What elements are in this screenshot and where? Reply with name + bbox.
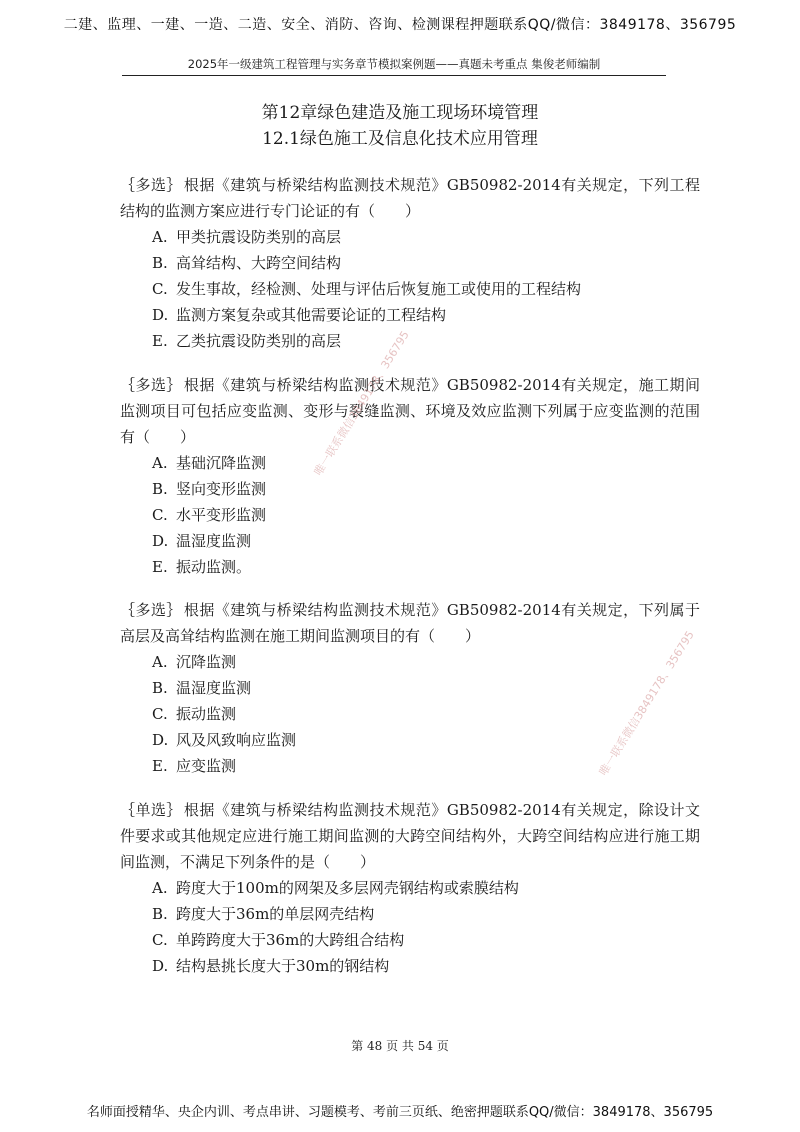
- question-text: 根据《建筑与桥梁结构监测技术规范》GB50982-2014有关规定，下列工程结构的监测方案应进行专门论证的有（ ）: [120, 176, 700, 220]
- question-stem: [120, 597, 700, 649]
- option-e: E. 应变监测: [152, 757, 237, 775]
- question-type: ｛多选｝: [120, 601, 182, 619]
- option-d: D. 结构悬挑长度大于30m的钢结构: [152, 957, 390, 975]
- question-text: 根据《建筑与桥梁结构监测技术规范》GB50982-2014有关规定，除设计文件要求或其他规定应进行施工期间监测的大跨空间结构外，大跨空间结构应进行施工期间监测，不满足下列条件的是（ ）: [120, 801, 700, 871]
- option-e: E. 振动监测。: [152, 558, 252, 576]
- chapter-heading: 第12章绿色建造及施工现场环境管理: [261, 103, 539, 123]
- option-a: A. 跨度大于100m的网架及多层网壳钢结构或索膜结构: [152, 879, 519, 897]
- question-stem: [120, 372, 700, 450]
- top-banner: 二建、监理、一建、一造、二造、安全、消防、咨询、检测课程押题联系QQ/微信：3849178、356795: [63, 17, 737, 33]
- option-d: D. 温湿度监测: [152, 532, 252, 550]
- question-stem: [120, 797, 700, 875]
- option-d: D. 监测方案复杂或其他需要论证的工程结构: [152, 306, 447, 324]
- option-a: A. 沉降监测: [152, 653, 237, 671]
- page-number: 第 48 页 共 54 页: [351, 1039, 449, 1053]
- watermark: 唯一联系微信3849178、356795: [596, 628, 697, 778]
- question-text: 根据《建筑与桥梁结构监测技术规范》GB50982-2014有关规定，施工期间监测项目可包括应变监测、变形与裂缝监测、环境及效应监测下列属于应变监测的范围有（ ）: [120, 376, 700, 446]
- option-b: B. 高耸结构、大跨空间结构: [152, 254, 342, 272]
- header-rule: [122, 75, 666, 76]
- option-a: A. 甲类抗震设防类别的高层: [152, 228, 342, 246]
- option-c: C. 单跨跨度大于36m的大跨组合结构: [152, 931, 405, 949]
- document-header: 2025年一级建筑工程管理与实务章节模拟案例题——真题未考重点 集俊老师编制: [187, 57, 601, 71]
- question-type: ｛多选｝: [120, 376, 182, 394]
- chapter-title: [0, 100, 800, 152]
- option-b: B. 跨度大于36m的单层网壳结构: [152, 905, 375, 923]
- question-text: 根据《建筑与桥梁结构监测技术规范》GB50982-2014有关规定，下列属于高层及高耸结构监测在施工期间监测项目的有（ ）: [120, 601, 700, 645]
- option-c: C. 水平变形监测: [152, 506, 267, 524]
- bottom-banner: 名师面授精华、央企内训、考点串讲、习题模考、考前三页纸、绝密押题联系QQ/微信：3849178、356795: [86, 1105, 714, 1120]
- question-1: [120, 172, 700, 354]
- watermark: 唯一联系微信3849178、356795: [311, 328, 412, 478]
- option-c: C. 振动监测: [152, 705, 237, 723]
- option-d: D. 风及风致响应监测: [152, 731, 297, 749]
- question-2: [120, 372, 700, 580]
- question-stem: [120, 172, 700, 224]
- option-e: E. 乙类抗震设防类别的高层: [152, 332, 342, 350]
- option-b: B. 温湿度监测: [152, 679, 252, 697]
- question-type: ｛多选｝: [120, 176, 182, 194]
- option-c: C. 发生事故，经检测、处理与评估后恢复施工或使用的工程结构: [152, 280, 582, 298]
- option-a: A. 基础沉降监测: [152, 454, 267, 472]
- option-b: B. 竖向变形监测: [152, 480, 267, 498]
- question-type: ｛单选｝: [120, 801, 182, 819]
- question-4: [120, 797, 700, 979]
- section-heading: 12.1绿色施工及信息化技术应用管理: [262, 129, 538, 149]
